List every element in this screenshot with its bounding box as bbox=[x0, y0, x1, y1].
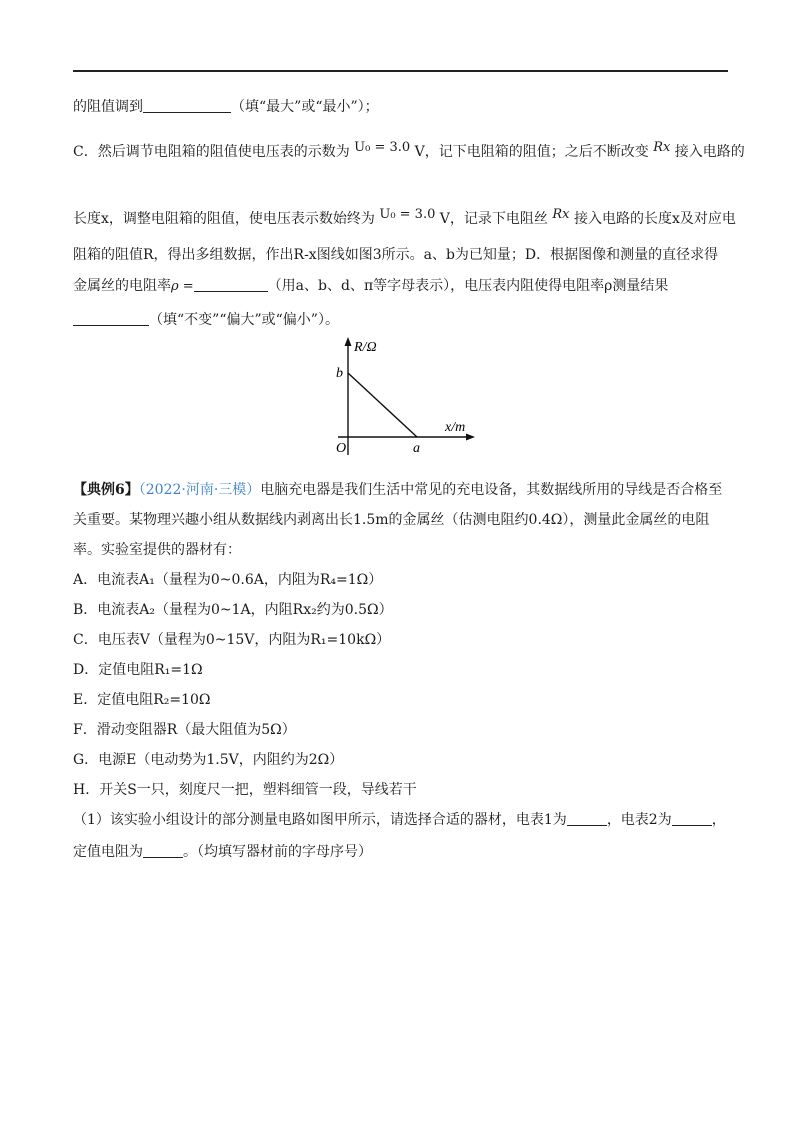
line-text: 的阻值调到 bbox=[73, 99, 143, 115]
b-label: b bbox=[336, 366, 343, 381]
question-1-line-1 bbox=[73, 810, 726, 830]
line-text: （填“不变”“偏大”或“偏小”）。 bbox=[149, 312, 339, 328]
r-x-line bbox=[348, 373, 417, 437]
equipment-item-b: B．电流表A₂（量程为0~1A，内阻Rx₂约为0.5Ω） bbox=[73, 602, 393, 618]
rx-symbol: Rx bbox=[552, 207, 570, 222]
text-line-3 bbox=[73, 205, 736, 229]
rho-symbol: ρ = bbox=[171, 279, 194, 294]
example-intro-line-3: 率。实验室提供的器材有： bbox=[73, 542, 241, 558]
text-line-6 bbox=[73, 310, 339, 330]
line-text: 长度x，调整电阻箱的阻值，使电压表示数始终为 bbox=[73, 211, 375, 227]
y-axis-label: R/Ω bbox=[354, 340, 377, 355]
text-line-4: 阻箱的阻值R，得出多组数据，作出R-x图线如图3所示。a、b为已知量；D．根据图像和测量的直径求得 bbox=[73, 247, 719, 263]
text-line-1 bbox=[73, 97, 379, 117]
rx-symbol: Rx bbox=[653, 140, 671, 155]
line-text: 。（均填写器材前的字母序号） bbox=[183, 844, 372, 860]
example-intro-line-1 bbox=[73, 480, 722, 500]
example-source: （2022·河南·三模） bbox=[138, 482, 261, 498]
equipment-item-a: A．电流表A₁（量程为0~0.6A，内阻为R₄=1Ω） bbox=[73, 572, 383, 588]
equipment-item-f: F．滑动变阻器R（最大阻值为5Ω） bbox=[73, 722, 296, 738]
answer-blank[interactable] bbox=[73, 311, 149, 326]
answer-blank-meter-2[interactable] bbox=[672, 811, 712, 826]
origin-label: O bbox=[336, 441, 347, 456]
equipment-item-g: G．电源E（电动势为1.5V，内阻约为2Ω） bbox=[73, 752, 344, 768]
line-text: 定值电阻为 bbox=[73, 844, 143, 860]
r-x-graph bbox=[330, 335, 480, 460]
line-text: 电脑充电器是我们生活中常见的充电设备，其数据线所用的导线是否合格至 bbox=[260, 482, 723, 498]
header-rule bbox=[73, 70, 728, 72]
line-text: ， bbox=[711, 812, 726, 828]
x-axis-arrow bbox=[466, 434, 475, 441]
answer-blank[interactable] bbox=[143, 98, 231, 113]
answer-blank-meter-1[interactable] bbox=[567, 811, 607, 826]
x-axis-label: x/m bbox=[445, 420, 466, 435]
line-text: （用a、b、d、π等字母表示），电压表内阻使得电阻率ρ测量结果 bbox=[267, 278, 669, 294]
line-text: 接入电路的长度x及对应电 bbox=[569, 211, 736, 227]
equipment-item-e: E．定值电阻R₂=10Ω bbox=[73, 692, 211, 708]
text-line-2 bbox=[73, 138, 745, 162]
example-tag: 【典例6】 bbox=[73, 482, 139, 498]
y-axis-arrow bbox=[345, 337, 352, 346]
line-text: 金属丝的电阻率 bbox=[73, 278, 171, 294]
question-1-line-2 bbox=[73, 842, 372, 862]
line-text: C．然后调节电阻箱的阻值使电压表的示数为 bbox=[73, 144, 350, 160]
line-text: V，记下电阻箱的阻值；之后不断改变 bbox=[410, 144, 649, 160]
line-text: V，记录下电阻丝 bbox=[435, 211, 548, 227]
u0-formula: U₀ = 3.0 bbox=[354, 140, 411, 155]
answer-blank-resistor[interactable] bbox=[143, 843, 183, 858]
line-text: 接入电路的 bbox=[670, 144, 745, 160]
a-label: a bbox=[413, 441, 420, 456]
answer-blank[interactable] bbox=[194, 277, 268, 292]
line-text: （填“最大”或“最小”）； bbox=[231, 99, 379, 115]
u0-formula: U₀ = 3.0 bbox=[379, 207, 436, 222]
line-text: （1）该实验小组设计的部分测量电路如图甲所示，请选择合适的器材，电表1为 bbox=[73, 812, 567, 828]
text-line-5 bbox=[73, 276, 668, 297]
equipment-item-h: H．开关S一只，刻度尺一把，塑料细管一段，导线若干 bbox=[73, 782, 417, 798]
line-text: ，电表2为 bbox=[606, 812, 672, 828]
equipment-item-d: D．定值电阻R₁=1Ω bbox=[73, 662, 203, 678]
example-intro-line-2: 关重要。某物理兴趣小组从数据线内剥离出长1.5m的金属丝（估测电阻约0.4Ω），测量此金属丝的电阻 bbox=[73, 512, 710, 528]
equipment-item-c: C．电压表V（量程为0~15V，内阻为R₁=10kΩ） bbox=[73, 632, 391, 648]
